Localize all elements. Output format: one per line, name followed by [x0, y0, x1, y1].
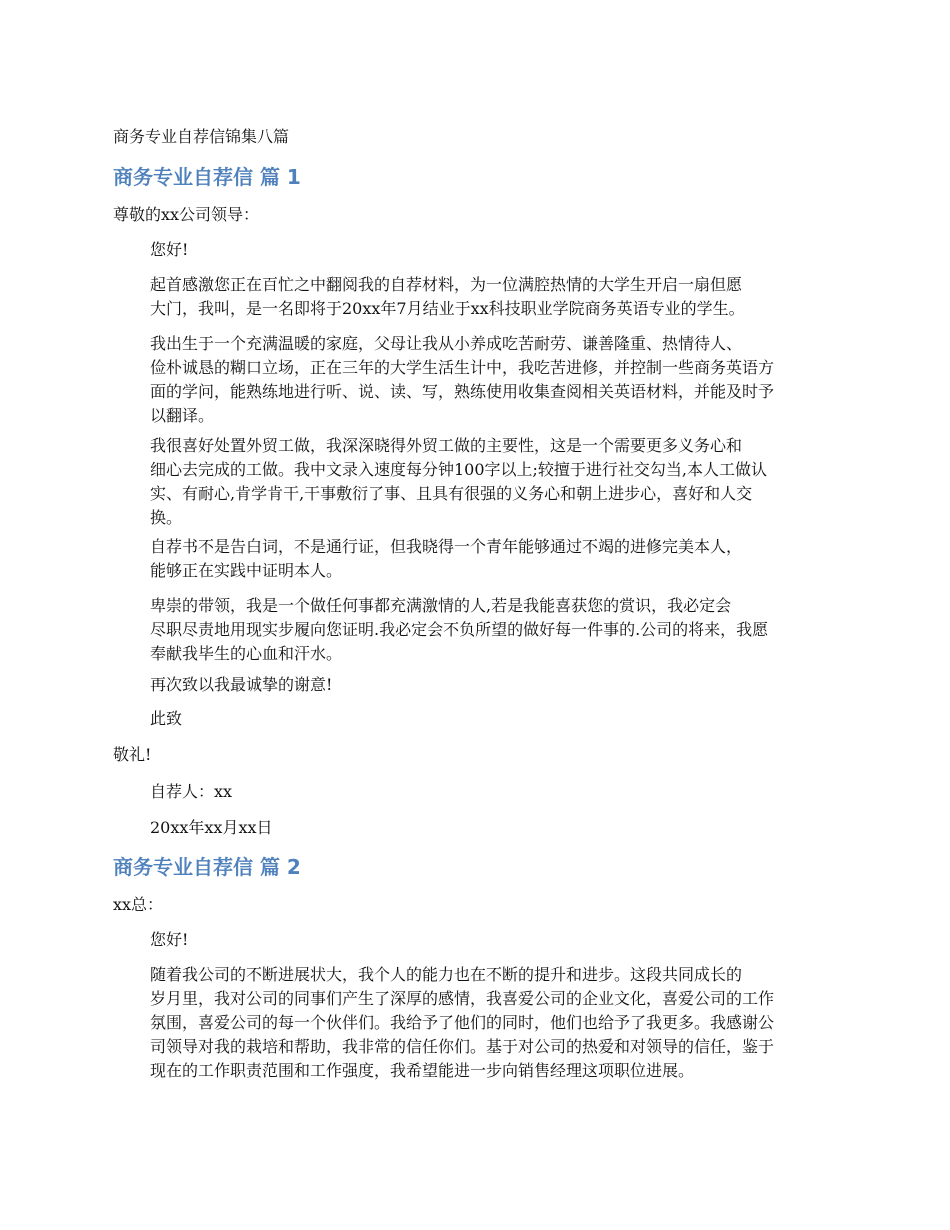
closing-cizhi: 此致: [150, 709, 183, 728]
paragraph-1-1: 起首感激您正在百忙之中翻阅我的自荐材料，为一位满腔热情的大学生开启一扇但愿 大门，我叫，是一名即将于20xx年7月结业于xx科技职业学院商务英语专业的学生。: [150, 275, 745, 318]
section-heading-2: 商务专业自荐信 篇 2: [113, 855, 301, 879]
paragraph-1-3: 我很喜好处置外贸工做，我深深晓得外贸工做的主要性，这是一个需要更多义务心和 细心去完成的工做。我中文录入速度每分钟100字以上;较擅于进行社交勾当,本人工做认 实、有耐心,肯学肯干,干事敷衍了事、且具有很强的义务心和朝上进步心，喜好和人交 换。: [150, 436, 768, 527]
paragraph-1-5: 卑崇的带领，我是一个做任何事都充满激情的人,若是我能喜获您的赏识，我必定会 尽职尽责地用现实步履向您证明.我必定会不负所望的做好每一件事的.公司的将来，我愿 奉献我毕生的心血和汗水。: [150, 596, 769, 663]
salutation-1: 尊敬的xx公司领导：: [113, 205, 260, 224]
closing-jingli: 敬礼!: [113, 745, 152, 764]
paragraph-1-4: 自荐书不是告白词，不是通行证，但我晓得一个青年能够通过不竭的进修完美本人， 能够正在实践中证明本人。: [150, 537, 743, 580]
section-heading-1: 商务专业自荐信 篇 1: [113, 165, 301, 189]
greeting-2: 您好!: [150, 930, 189, 949]
paragraph-2-1: 随着我公司的不断进展状大，我个人的能力也在不断的提升和进步。这段共同成长的 岁月里，我对公司的同事们产生了深厚的感情，我喜爱公司的企业文化，喜爱公司的工作 氛围，喜爱公司的每一个伙伴们。我给予了他们的同时，他们也给予了我更多。我感谢公 司领导对我的栽培和帮助，我非常的信任你们。基于对公司的热爱和对领导的信任，鉴于 现在的工作职责范围和工作强度，我希望能进一步向销售经理这项职位进展。: [150, 965, 775, 1080]
thanks-line: 再次致以我最诚挚的谢意!: [150, 675, 333, 694]
salutation-2: xx总：: [113, 895, 164, 914]
greeting-1: 您好!: [150, 240, 189, 259]
document-title: 商务专业自荐信锦集八篇: [113, 127, 290, 146]
paragraph-1-2: 我出生于一个充满温暖的家庭，父母让我从小养成吃苦耐劳、谦善隆重、热情待人、 俭朴诚恳的糊口立场，正在三年的大学生活生计中，我吃苦进修，并控制一些商务英语方 面的学问，能熟练地进行听、说、读、写，熟练使用收集查阅相关英语材料，并能及时予 以翻译。: [150, 334, 775, 425]
date-line: 20xx年xx月xx日: [150, 818, 273, 837]
signer-line: 自荐人：xx: [150, 782, 233, 801]
